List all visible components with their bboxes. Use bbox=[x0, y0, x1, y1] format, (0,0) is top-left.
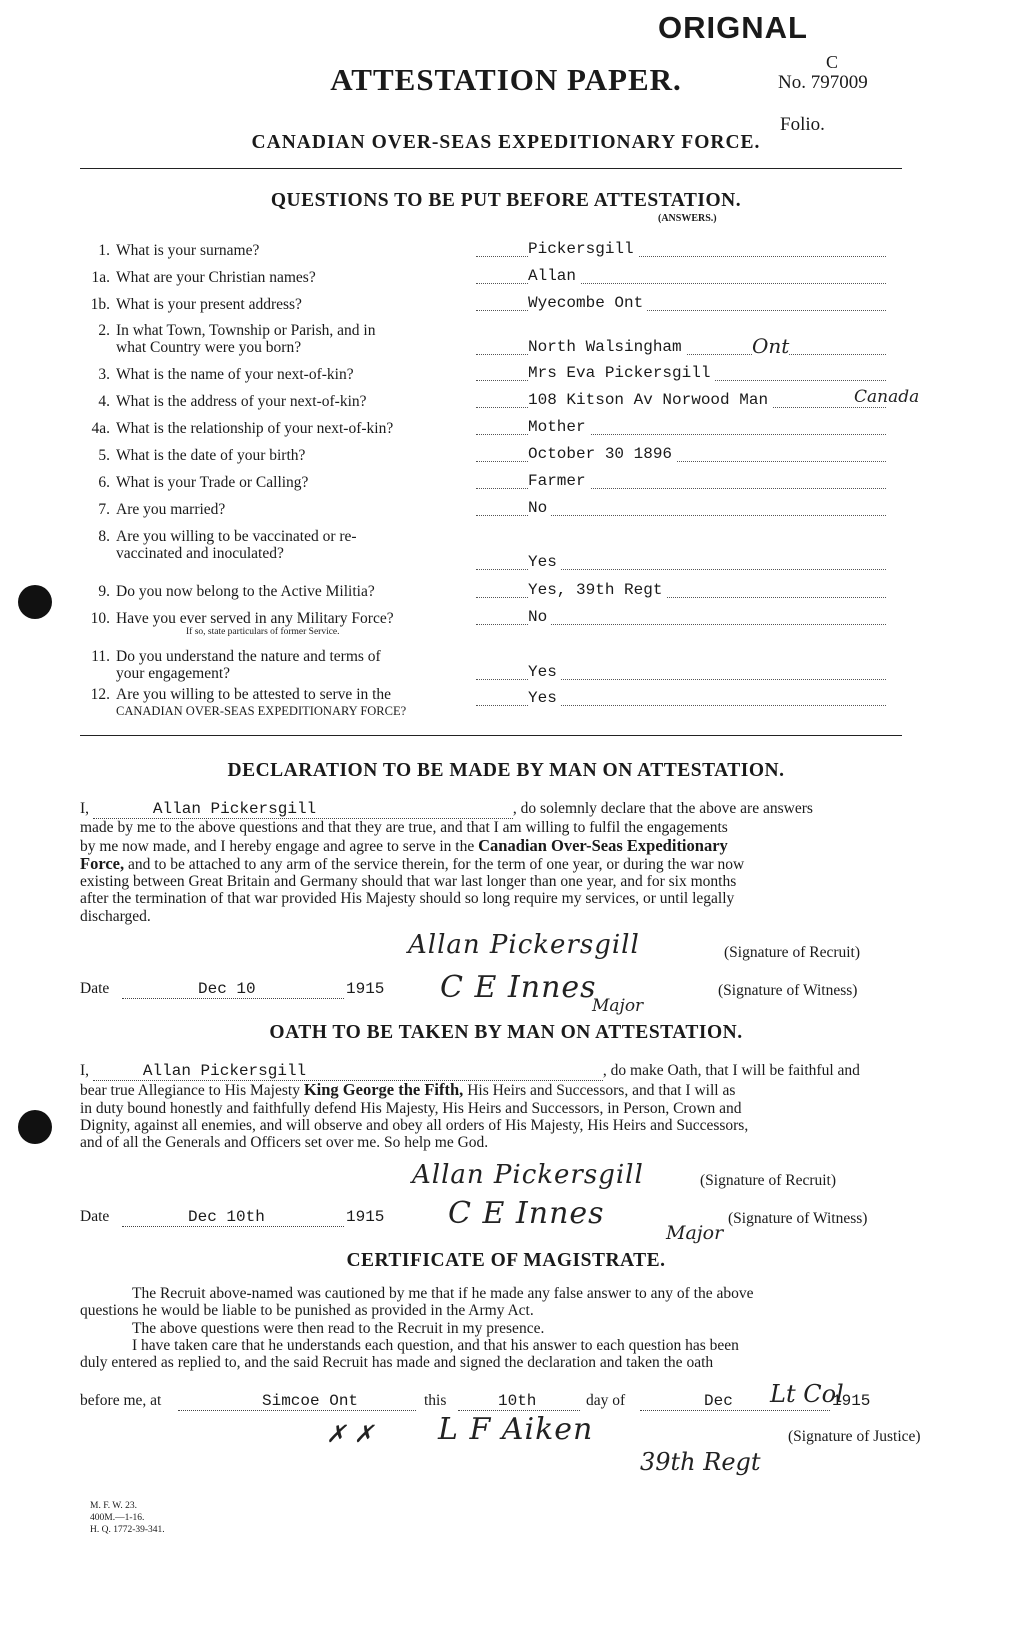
oath-witness-sig-label: (Signature of Witness) bbox=[728, 1210, 868, 1227]
magistrate-heading: CERTIFICATE OF MAGISTRATE. bbox=[346, 1250, 666, 1271]
question-number: 6. bbox=[98, 474, 110, 491]
question-number: 4. bbox=[98, 393, 110, 410]
question-number: 5. bbox=[98, 447, 110, 464]
regimental-number-prefix: C bbox=[826, 52, 839, 72]
oath-after-name: , do make Oath, that I will be faithful and bbox=[602, 1062, 860, 1079]
oath-line-5: and of all the Generals and Officers set over me. So help me God. bbox=[80, 1134, 489, 1152]
question-number: 1a. bbox=[91, 269, 110, 286]
declaration-date-value: Dec 10 bbox=[122, 980, 344, 999]
magistrate-year: 1915 bbox=[832, 1392, 871, 1410]
oath-line-4: Dignity, against all enemies, and will observe and obey all orders of His Majesty, His Heirs and Successors, bbox=[80, 1116, 749, 1134]
declaration-after-name: , do solemnly declare that the above are answers bbox=[512, 800, 813, 817]
magistrate-line-3: The above questions were then read to the Recruit in my presence. bbox=[132, 1319, 545, 1337]
question-6 bbox=[86, 393, 367, 410]
answer-7: Mother bbox=[528, 418, 590, 436]
answer-1: Pickersgill bbox=[528, 240, 638, 258]
question-5 bbox=[86, 366, 354, 383]
questions-heading: QUESTIONS TO BE PUT BEFORE ATTESTATION. bbox=[270, 190, 742, 211]
declaration-witness-sig-label: (Signature of Witness) bbox=[718, 982, 858, 999]
declaration-recruit-name: Allan Pickersgill bbox=[93, 801, 513, 819]
question-number: 2. bbox=[98, 322, 110, 339]
oath-date-label: Date bbox=[80, 1208, 110, 1225]
question-4 bbox=[86, 322, 375, 356]
answer-11: Yes bbox=[528, 553, 561, 571]
declaration-text bbox=[80, 800, 904, 925]
oath-line-2a: bear true Allegiance to His Majesty bbox=[80, 1082, 304, 1100]
oath-line-3: in duty bound honestly and faithfully defend His Majesty, His Heirs and Successors, in Person, Crown and bbox=[80, 1099, 742, 1117]
oath-line-2b: King George the Fifth, bbox=[303, 1080, 464, 1100]
question-text-continued: vaccinated and inoculated? bbox=[116, 545, 284, 562]
question-text: Do you understand the nature and terms of bbox=[116, 648, 381, 665]
declaration-date-label: Date bbox=[80, 980, 110, 997]
oath-witness-signature: C E Innes bbox=[448, 1196, 605, 1231]
question-text-continued: your engagement? bbox=[116, 665, 231, 682]
question-7 bbox=[86, 420, 393, 437]
oath-recruit-signature: Allan Pickersgill bbox=[412, 1160, 644, 1190]
footer-line-3: H. Q. 1772-39-341. bbox=[90, 1525, 165, 1535]
answer-9: Farmer bbox=[528, 472, 590, 490]
question-13 bbox=[86, 610, 394, 638]
declaration-line-3a: by me now made, and I hereby engage and agree to serve in the bbox=[80, 837, 479, 855]
answer-8: October 30 1896 bbox=[528, 445, 676, 463]
question-text: What is the address of your next-of-kin? bbox=[116, 393, 367, 410]
question-11 bbox=[86, 528, 357, 562]
magistrate-line-1: The Recruit above-named was cautioned by me that if he made any false answer to any of the above bbox=[132, 1285, 754, 1302]
answer-3: Wyecombe Ont bbox=[528, 294, 647, 312]
question-number: 7. bbox=[98, 501, 110, 518]
question-text: Have you ever served in any Military Force? bbox=[116, 610, 394, 627]
question-text: In what Town, Township or Parish, and in bbox=[116, 322, 376, 339]
question-2 bbox=[86, 269, 316, 286]
magistrate-scribble: ✗ ✗ bbox=[326, 1420, 374, 1448]
question-text: What is your present address? bbox=[116, 296, 302, 313]
question-text-continued: what Country were you born? bbox=[116, 339, 302, 356]
declaration-recruit-signature: Allan Pickersgill bbox=[408, 930, 640, 960]
declaration-lead: I, bbox=[80, 800, 90, 817]
question-text-continued: CANADIAN OVER-SEAS EXPEDITIONARY FORCE? bbox=[116, 704, 407, 718]
answer-15: Yes bbox=[528, 689, 561, 707]
magistrate-line-5: duly entered as replied to, and the said Recruit has made and signed the declaration and taken the oath bbox=[80, 1354, 714, 1372]
question-number: 1. bbox=[98, 242, 110, 259]
question-text: What is the name of your next-of-kin? bbox=[116, 366, 354, 383]
footer-line-2: 400M.—1-16. bbox=[90, 1513, 145, 1523]
question-number: 11. bbox=[91, 648, 110, 665]
question-text: Are you married? bbox=[116, 501, 226, 518]
punch-hole-bottom bbox=[18, 1110, 52, 1144]
oath-recruit-sig-label: (Signature of Recruit) bbox=[700, 1172, 837, 1189]
answer-handwritten-addition: Ont bbox=[752, 334, 790, 358]
answer-5: Mrs Eva Pickersgill bbox=[528, 364, 714, 382]
document-subtitle: CANADIAN OVER-SEAS EXPEDITIONARY FORCE. bbox=[251, 132, 761, 153]
question-text: What are your Christian names? bbox=[116, 269, 316, 286]
question-3 bbox=[86, 296, 302, 313]
answer-6: 108 Kitson Av Norwood Man bbox=[528, 391, 772, 409]
declaration-line-3b: Canadian Over-Seas Expeditionary bbox=[478, 835, 728, 855]
declaration-line-5: existing between Great Britain and Germany should that war last longer than one year, and for six months bbox=[80, 873, 737, 891]
answer-13: No bbox=[528, 608, 551, 626]
answer-10: No bbox=[528, 499, 551, 517]
magistrate-month: Dec bbox=[640, 1392, 830, 1411]
magistrate-justice-unit: 39th Regt bbox=[640, 1448, 761, 1476]
question-number: 8. bbox=[98, 528, 110, 545]
question-8 bbox=[86, 447, 305, 464]
magistrate-justice-sig-label: (Signature of Justice) bbox=[788, 1428, 921, 1445]
question-text: Are you willing to be vaccinated or re- bbox=[116, 528, 357, 545]
punch-hole-top bbox=[18, 585, 52, 619]
question-14 bbox=[86, 648, 381, 682]
question-9 bbox=[86, 474, 308, 491]
declaration-recruit-sig-label: (Signature of Recruit) bbox=[724, 944, 861, 961]
magistrate-line-2: questions he would be liable to be punished as provided in the Army Act. bbox=[80, 1302, 534, 1320]
original-stamp: ORIGNAL bbox=[658, 10, 808, 45]
answer-handwritten-addition: Canada bbox=[854, 387, 920, 407]
oath-year: 1915 bbox=[346, 1208, 385, 1226]
question-number: 12. bbox=[90, 686, 110, 703]
declaration-witness-signature: C E Innes bbox=[440, 970, 597, 1005]
questions-rule bbox=[80, 735, 902, 736]
oath-heading: OATH TO BE TAKEN BY MAN ON ATTESTATION. bbox=[269, 1022, 743, 1043]
declaration-line-4a: Force, bbox=[80, 853, 125, 873]
answer-4: North Walsingham bbox=[528, 338, 686, 356]
question-text: What is the date of your birth? bbox=[116, 447, 306, 464]
declaration-line-4b: and to be attached to any arm of the service therein, for the term of one year, or during the war now bbox=[124, 855, 745, 873]
declaration-witness-rank: Major bbox=[592, 996, 644, 1016]
declaration-year: 1915 bbox=[346, 980, 385, 998]
answers-column-label: (ANSWERS.) bbox=[658, 213, 717, 224]
question-text: Are you willing to be attested to serve in the bbox=[116, 686, 392, 703]
question-note: If so, state particulars of former Service. bbox=[186, 627, 340, 637]
magistrate-line-4: I have taken care that he understands each question, and that his answer to each question has been bbox=[132, 1336, 739, 1354]
form-footer bbox=[90, 1500, 165, 1536]
regimental-number: No. 797009 bbox=[778, 72, 868, 93]
folio-label: Folio. bbox=[780, 114, 825, 135]
declaration-line-2: made by me to the above questions and that they are true, and that I am willing to fulfil the engagements bbox=[80, 819, 728, 837]
magistrate-before-me: before me, at bbox=[80, 1392, 162, 1409]
magistrate-justice-rank: Lt Col bbox=[770, 1380, 844, 1408]
oath-recruit-name: Allan Pickersgill bbox=[93, 1063, 603, 1081]
question-text: What is the relationship of your next-of-kin? bbox=[116, 420, 394, 437]
magistrate-place: Simcoe Ont bbox=[178, 1392, 416, 1411]
header-rule bbox=[80, 168, 902, 169]
question-number: 10. bbox=[90, 610, 110, 627]
question-1 bbox=[86, 242, 259, 259]
answer-14: Yes bbox=[528, 663, 561, 681]
question-10 bbox=[86, 501, 225, 518]
oath-text bbox=[80, 1062, 904, 1151]
question-number: 1b. bbox=[90, 296, 110, 313]
magistrate-this-label: this bbox=[424, 1392, 447, 1409]
answer-12: Yes, 39th Regt bbox=[528, 581, 666, 599]
oath-lead: I, bbox=[80, 1062, 90, 1079]
oath-line-2c: His Heirs and Successors, and that I will as bbox=[463, 1082, 736, 1100]
question-text: What is your Trade or Calling? bbox=[116, 474, 309, 491]
oath-date-value: Dec 10th bbox=[122, 1208, 344, 1227]
question-number: 9. bbox=[98, 583, 110, 600]
question-number: 3. bbox=[98, 366, 110, 383]
oath-witness-rank: Major bbox=[666, 1222, 724, 1244]
footer-line-1: M. F. W. 23. bbox=[90, 1501, 138, 1511]
declaration-line-7: discharged. bbox=[80, 907, 151, 925]
question-text: Do you now belong to the Active Militia? bbox=[116, 583, 375, 600]
question-15 bbox=[86, 686, 406, 720]
question-number: 4a. bbox=[91, 420, 110, 437]
declaration-line-6: after the termination of that war provided His Majesty should so long require my services, or until legally bbox=[80, 890, 735, 908]
document-title: ATTESTATION PAPER. bbox=[330, 62, 682, 97]
question-12 bbox=[86, 583, 375, 600]
magistrate-day-of-label: day of bbox=[586, 1392, 626, 1409]
question-text: What is your surname? bbox=[116, 242, 260, 259]
declaration-heading: DECLARATION TO BE MADE BY MAN ON ATTESTATION. bbox=[227, 760, 785, 781]
magistrate-day: 10th bbox=[458, 1392, 580, 1411]
answer-2: Allan bbox=[528, 267, 580, 285]
magistrate-text bbox=[80, 1285, 904, 1371]
magistrate-justice-signature: L F Aiken bbox=[438, 1412, 594, 1447]
